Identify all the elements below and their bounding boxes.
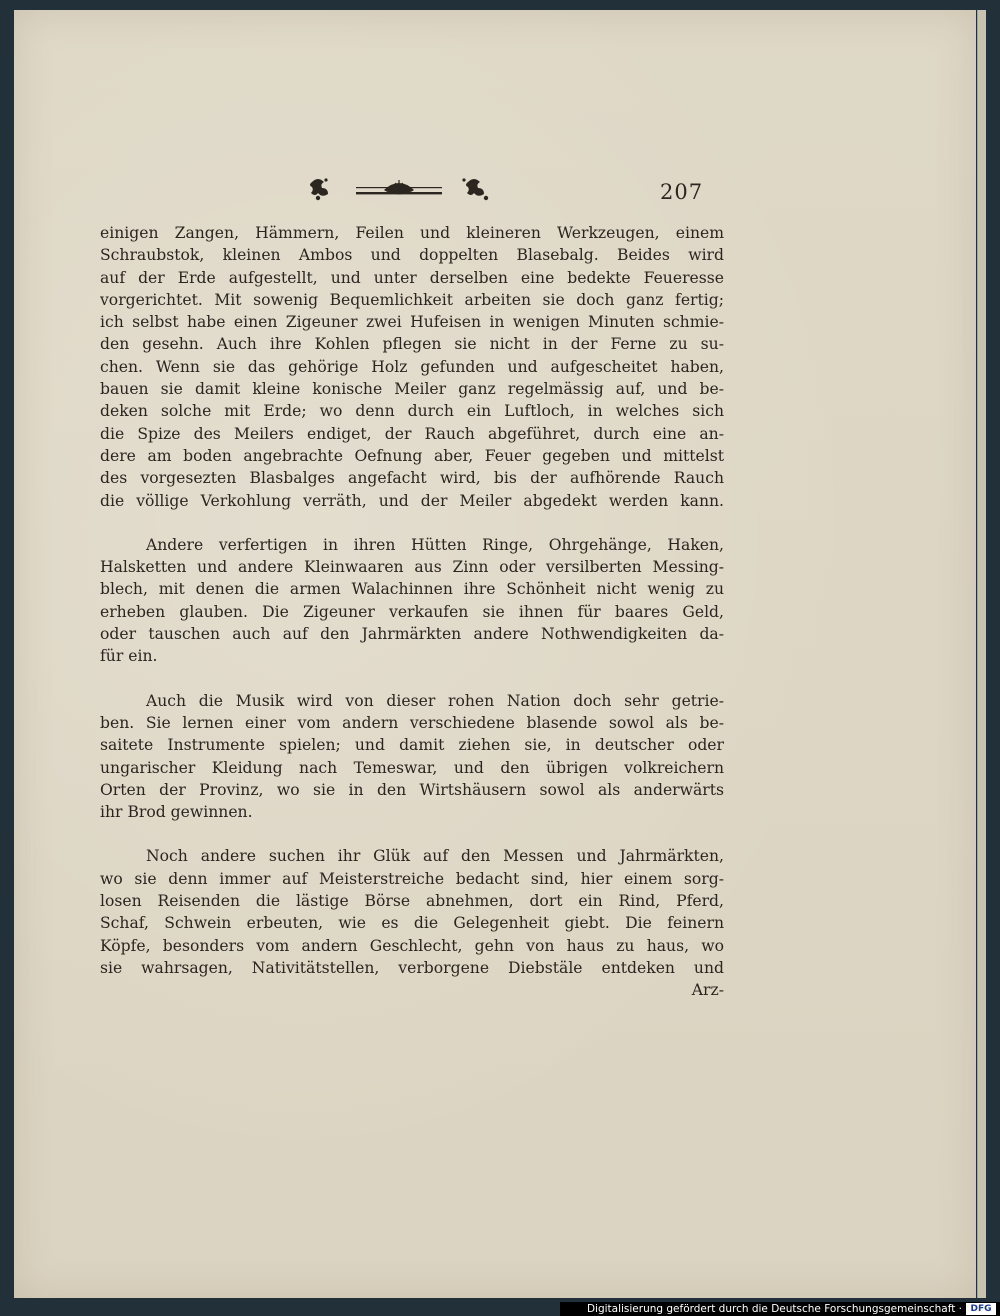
page-number: 207: [660, 180, 704, 204]
text-line: die völlige Verkohlung verräth, und der Meiler abgedekt werden kann.: [100, 491, 724, 510]
text-line: ihr Brod gewinnen.: [100, 803, 253, 822]
paragraph: [100, 222, 724, 512]
text-line: vorgerichtet. Mit sowenig Bequemlichkeit arbeiten sie doch ganz fertig;: [100, 290, 724, 309]
text-line: den gesehn. Auch ihre Kohlen pflegen sie nicht in der Ferne zu su-: [100, 335, 724, 354]
book-page: [14, 10, 976, 1298]
text-line: Auch die Musik wird von dieser rohen Nation doch sehr getrie-: [146, 691, 724, 710]
digitization-credit: Digitalisierung gefördert durch die Deutsche Forschungsgemeinschaft ·: [560, 1302, 1000, 1316]
paragraph: [100, 690, 724, 824]
text-line: Noch andere suchen ihr Glük auf den Messen und Jahrmärkten,: [146, 847, 724, 866]
text-line: ich selbst habe einen Zigeuner zwei Hufeisen in wenigen Minuten schmie-: [100, 313, 724, 332]
page-header: [304, 170, 704, 210]
text-line: Schraubstok, kleinen Ambos und doppelten Blasebalg. Beides wird: [100, 246, 724, 265]
paragraph: [100, 845, 724, 1001]
text-line: ben. Sie lernen einer vom andern verschiedene blasende sowol als be-: [100, 713, 724, 732]
text-line: Köpfe, besonders vom andern Geschlecht, gehn von haus zu haus, wo: [100, 936, 724, 955]
text-line: deken solche mit Erde; wo denn durch ein Luftloch, in welches sich: [100, 402, 724, 421]
page-body: [100, 222, 724, 1002]
text-line: wo sie denn immer auf Meisterstreiche bedacht sind, hier einem sorg-: [100, 869, 724, 888]
ornament-vignette-icon: [304, 170, 514, 210]
text-line: dere am boden angebrachte Oefnung aber, Feuer gegeben und mittelst: [100, 446, 724, 465]
text-line: Orten der Provinz, wo sie in den Wirtshäusern sowol als anderwärts: [100, 780, 724, 799]
text-line: erheben glauben. Die Zigeuner verkaufen sie ihnen für baares Geld,: [100, 602, 724, 621]
text-line: sie wahrsagen, Nativitätstellen, verborgene Diebstäle entdeken und: [100, 958, 724, 977]
text-line: für ein.: [100, 647, 158, 666]
text-line: blech, mit denen die armen Walachinnen ihre Schönheit nicht wenig zu: [100, 580, 724, 599]
text-line: die Spize des Meilers endiget, der Rauch abgeführet, durch eine an-: [100, 424, 724, 443]
page-edge: [977, 10, 986, 1298]
text-line: Andere verfertigen in ihren Hütten Ringe, Ohrgehänge, Haken,: [146, 535, 724, 554]
text-line: oder tauschen auch auf den Jahrmärkten andere Nothwendigkeiten da-: [100, 625, 724, 644]
text-line: des vorgesezten Blasbalges angefacht wird, bis der aufhörende Rauch: [100, 469, 724, 488]
text-line: Schaf, Schwein erbeuten, wie es die Gelegenheit giebt. Die feinern: [100, 914, 724, 933]
text-line: chen. Wenn sie das gehörige Holz gefunden und aufgescheitet haben,: [100, 357, 724, 376]
dfg-logo: DFG: [966, 1303, 996, 1315]
text-line: losen Reisenden die lästige Börse abnehmen, dort ein Rind, Pferd,: [100, 892, 724, 911]
text-line: ungarischer Kleidung nach Temeswar, und den übrigen volkreichern: [100, 758, 724, 777]
paragraph: [100, 534, 724, 668]
text-line: einigen Zangen, Hämmern, Feilen und kleineren Werkzeugen, einem: [100, 224, 724, 242]
catchword: Arz-: [691, 981, 724, 1000]
text-line: bauen sie damit kleine konische Meiler ganz regelmässig auf, und be-: [100, 380, 724, 399]
text-line: saitete Instrumente spielen; und damit ziehen sie, in deutscher oder: [100, 736, 724, 755]
text-line: auf der Erde aufgestellt, und unter derselben eine bedekte Feueresse: [100, 268, 724, 287]
text-line: Halsketten und andere Kleinwaaren aus Zinn oder versilberten Messing-: [100, 558, 724, 577]
